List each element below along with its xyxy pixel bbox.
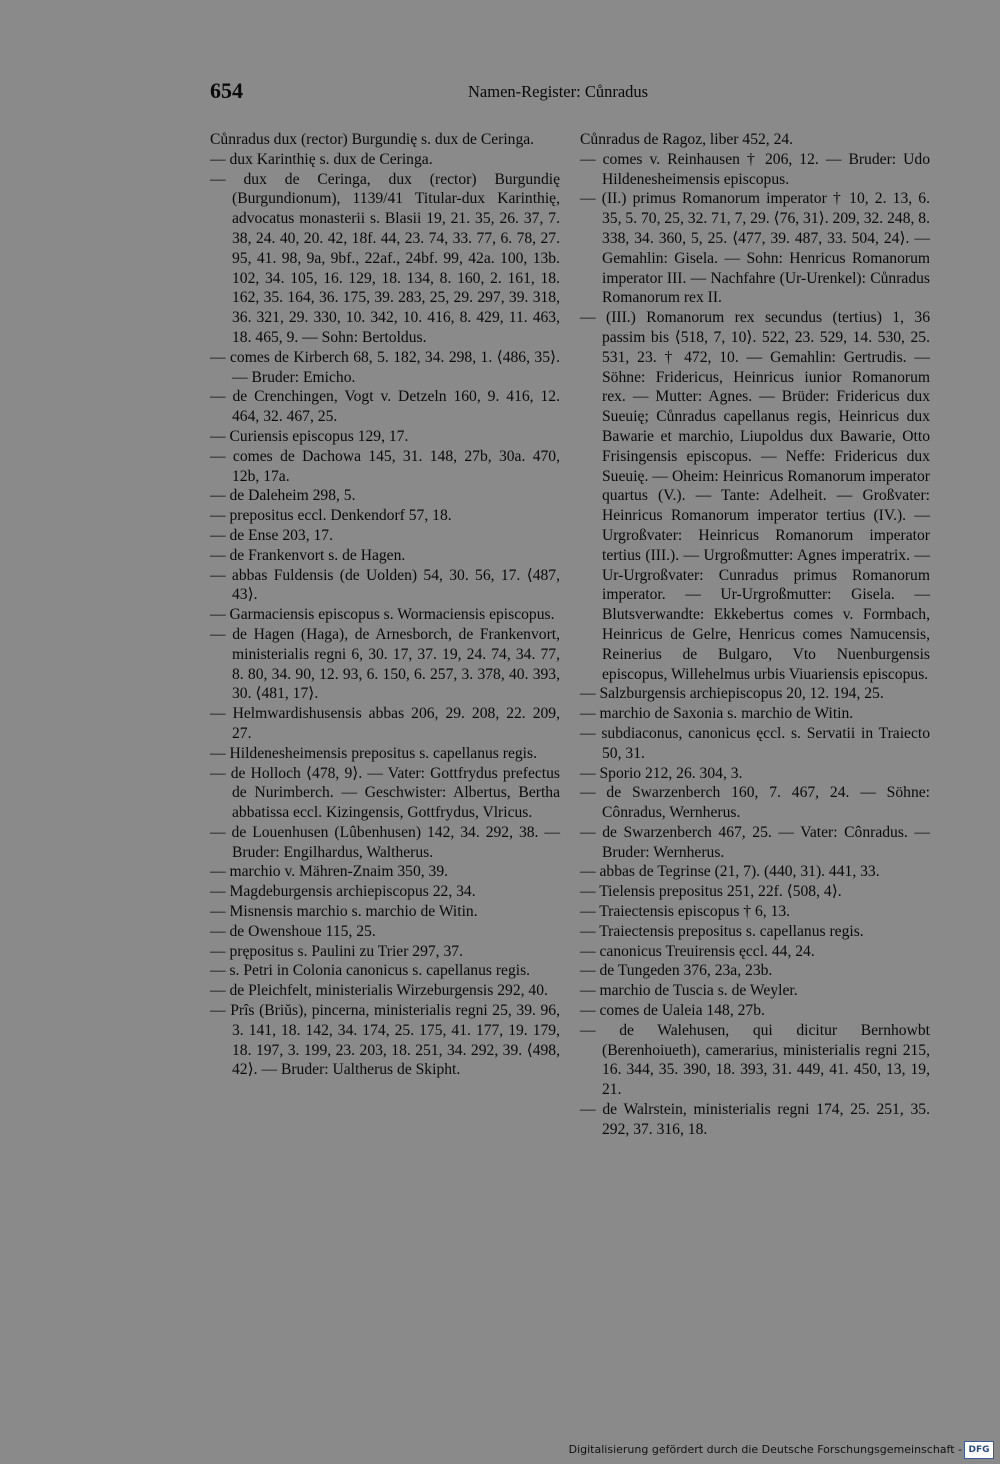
index-entry: — (II.) primus Romanorum imperator † 10, 2. 13, 6. 35, 5. 70, 25, 32. 71, 7, 29. ⟨76, 31⟩. 209, 32. 248, 8. 338, 34. 360, 5, 25. ⟨477, 39. 487, 33. 504, 24⟩. — Gemahlin: Gisela. — Sohn: Henricus Romanorum imperator III. — Nachfahre (Ur-Urenkel): Cůnradus Romanorum rex II.	[580, 190, 930, 307]
index-entry: — Prîs (Briŭs), pincerna, ministerialis regni 25, 39. 96, 3. 141, 18. 142, 34. 174, 25. 175, 41. 177, 19. 179, 18. 197, 3. 199, 23. 203, 18. 251, 34. 292, 39. ⟨498, 42⟩. — Bruder: Ualtherus de Skipht.	[210, 1002, 560, 1079]
index-entry: — marchio de Tuscia s. de Weyler.	[580, 982, 798, 1000]
index-entry: — comes de Ualeia 148, 27b.	[580, 1002, 765, 1020]
index-entry: — de Ense 203, 17.	[210, 526, 333, 544]
index-entry: Cůnradus de Ragoz, liber 452, 24.	[580, 131, 794, 148]
index-entry: — marchio v. Mähren-Znaim 350, 39.	[210, 863, 449, 881]
index-entry: — de Tungeden 376, 23a, 23b.	[580, 962, 773, 980]
index-entry: — comes de Dachowa 145, 31. 148, 27b, 30a. 470, 12b, 17a.	[210, 447, 560, 485]
index-entry: — de Pleichfelt, ministerialis Wirzeburgensis 292, 40.	[210, 982, 548, 1000]
index-entry: — canonicus Treuirensis ęccl. 44, 24.	[580, 942, 815, 960]
dfg-logo-icon[interactable]: DFG	[964, 1441, 994, 1459]
index-entry: — Hildenesheimensis prepositus s. capellanus regis.	[210, 744, 537, 762]
index-entry: — prepositus eccl. Denkendorf 57, 18.	[210, 507, 452, 525]
index-entry: — Garmaciensis episcopus s. Wormaciensis episcopus.	[210, 606, 555, 624]
page-number: 654	[210, 78, 243, 103]
index-column-left	[210, 130, 560, 1080]
index-entry: — de Frankenvort s. de Hagen.	[210, 546, 406, 564]
index-entry: — de Owenshoue 115, 25.	[210, 922, 376, 940]
index-entry: — de Louenhusen (Lûbenhusen) 142, 34. 292, 38. — Bruder: Engilhardus, Waltherus.	[210, 823, 560, 861]
index-entry: — abbas de Tegrinse (21, 7). (440, 31). 441, 33.	[580, 863, 880, 881]
running-head: Namen-Register: Cůnradus	[468, 82, 649, 101]
index-entry: — de Crenchingen, Vogt v. Detzeln 160, 9. 416, 12. 464, 32. 467, 25.	[210, 388, 560, 426]
index-entry: — Traiectensis prepositus s. capellanus regis.	[580, 922, 864, 940]
page-header	[210, 78, 930, 108]
index-entry: — Helmwardishusensis abbas 206, 29. 208, 22. 209, 27.	[210, 705, 560, 742]
index-entry: — abbas Fuldensis (de Uolden) 54, 30. 56, 17. ⟨487, 43⟩.	[210, 566, 560, 604]
index-entry: — (III.) Romanorum rex secundus (tertius) 1, 36 passim bis ⟨518, 7, 10⟩. 522, 23. 529, 14. 530, 25. 531, 23. † 472, 10. — Gemahlin: Gertrudis. — Söhne: Fridericus, Heinricus iunior Romanorum rex. — Mutter: Agnes. — Brüder: Fridericus dux Sueuię; Cůnradus capellanus regis, Heinricus dux Bawarie et marchio, Liupoldus dux Bawarie, Otto Frisingensis episcopus. — Neffe: Fridericus dux Sueuię. — Oheim: Heinricus Romanorum imperator quartus (V.). — Tante: Adelheit. — Großvater: Heinricus Romanorum imperator tertius (IV.). — Urgroßvater: Heinricus Romanorum imperator tertius (III.). — Urgroßmutter: Agnes imperatrix. — Ur-Urgroßvater: Cunradus primus Romanorum imperator. — Ur-Urgroßmutter: Gisela. — Blutsverwandte: Ekkebertus comes v. Formbach, Heinricus de Gelre, Henricus comes Namucensis, Reinerius de Bulgaro, Vto Nuenburgensis episcopus, Willehelmus urbis Viuariensis episcopus.	[580, 309, 930, 683]
index-entry: Cůnradus dux (rector) Burgundię s. dux de Ceringa.	[210, 131, 535, 148]
index-entry: — de Walrstein, ministerialis regni 174, 25. 251, 35. 292, 37. 316, 18.	[580, 1101, 930, 1138]
index-entry: — Salzburgensis archiepiscopus 20, 12. 194, 25.	[580, 685, 884, 703]
index-entry: — de Swarzenberch 467, 25. — Vater: Cônradus. — Bruder: Wernherus.	[580, 823, 930, 861]
index-entry: — Traiectensis episcopus † 6, 13.	[580, 903, 791, 921]
index-entry: — de Daleheim 298, 5.	[210, 487, 356, 505]
index-entry: — de Swarzenberch 160, 7. 467, 24. — Söhne: Cônradus, Wernherus.	[580, 784, 930, 822]
index-column-right	[580, 130, 930, 1140]
index-entry: — Curiensis episcopus 129, 17.	[210, 427, 409, 445]
index-entry: — s. Petri in Colonia canonicus s. capellanus regis.	[210, 962, 531, 980]
index-entry: — de Holloch ⟨478, 9⟩. — Vater: Gottfrydus prefectus de Nurimberch. — Geschwister: Albertus, Bertha abbatissa eccl. Kizingensis, Gottfrydus, Vlricus.	[210, 764, 560, 822]
index-entry: — Misnensis marchio s. marchio de Witin.	[210, 903, 478, 921]
index-entry: — de Walehusen, qui dicitur Bernhowbt (Berenhoiueth), camerarius, ministerialis regni 215, 16. 344, 35. 390, 18. 393, 31. 449, 41. 450, 13, 19, 21.	[580, 1021, 930, 1099]
funding-notice: Digitalisierung gefördert durch die Deutsche Forschungsgemeinschaft -	[568, 1443, 962, 1456]
index-entry: — Tielensis prepositus 251, 22f. ⟨508, 4⟩.	[580, 883, 842, 901]
index-entry: — dux de Ceringa, dux (rector) Burgundię (Burgundionum), 1139/41 Titular-dux Karinthię, advocatus monasterii s. Blasii 19, 21. 35, 26. 37, 7. 38, 24. 40, 20. 42, 18f. 44, 23. 74, 33. 77, 6. 78, 27. 95, 41. 98, 9a, 9bf., 22af., 24bf. 99, 42a. 100, 13b. 102, 34. 105, 16. 129, 18. 134, 8. 160, 2. 161, 18. 162, 35. 164, 36. 175, 39. 283, 25, 29. 297, 39. 318, 36. 321, 29. 330, 10. 342, 10. 416, 8. 429, 11. 463, 18. 465, 9. — Sohn: Bertoldus.	[210, 170, 560, 346]
page-footer	[0, 1436, 1000, 1464]
index-entry: — comes de Kirberch 68, 5. 182, 34. 298, 1. ⟨486, 35⟩. — Bruder: Emicho.	[210, 348, 560, 386]
index-entry: — prępositus s. Paulini zu Trier 297, 37.	[210, 942, 463, 960]
index-entry: — dux Karinthię s. dux de Ceringa.	[210, 150, 433, 168]
index-entry: — de Hagen (Haga), de Arnesborch, de Frankenvort, ministerialis regni 6, 30. 17, 37. 19, 24. 74, 34. 77, 8. 80, 34. 90, 12. 93, 6. 150, 6. 257, 3. 378, 40. 393, 30. ⟨481, 17⟩.	[210, 625, 560, 703]
index-entry: — marchio de Saxonia s. marchio de Witin.	[580, 705, 854, 723]
index-entry: — Magdeburgensis archiepiscopus 22, 34.	[210, 883, 476, 901]
index-entry: — comes v. Reinhausen † 206, 12. — Bruder: Udo Hildenesheimensis episcopus.	[580, 150, 930, 188]
index-entry: — subdiaconus, canonicus ęccl. s. Servatii in Traiecto 50, 31.	[580, 724, 930, 762]
index-entry: — Sporio 212, 26. 304, 3.	[580, 764, 743, 782]
